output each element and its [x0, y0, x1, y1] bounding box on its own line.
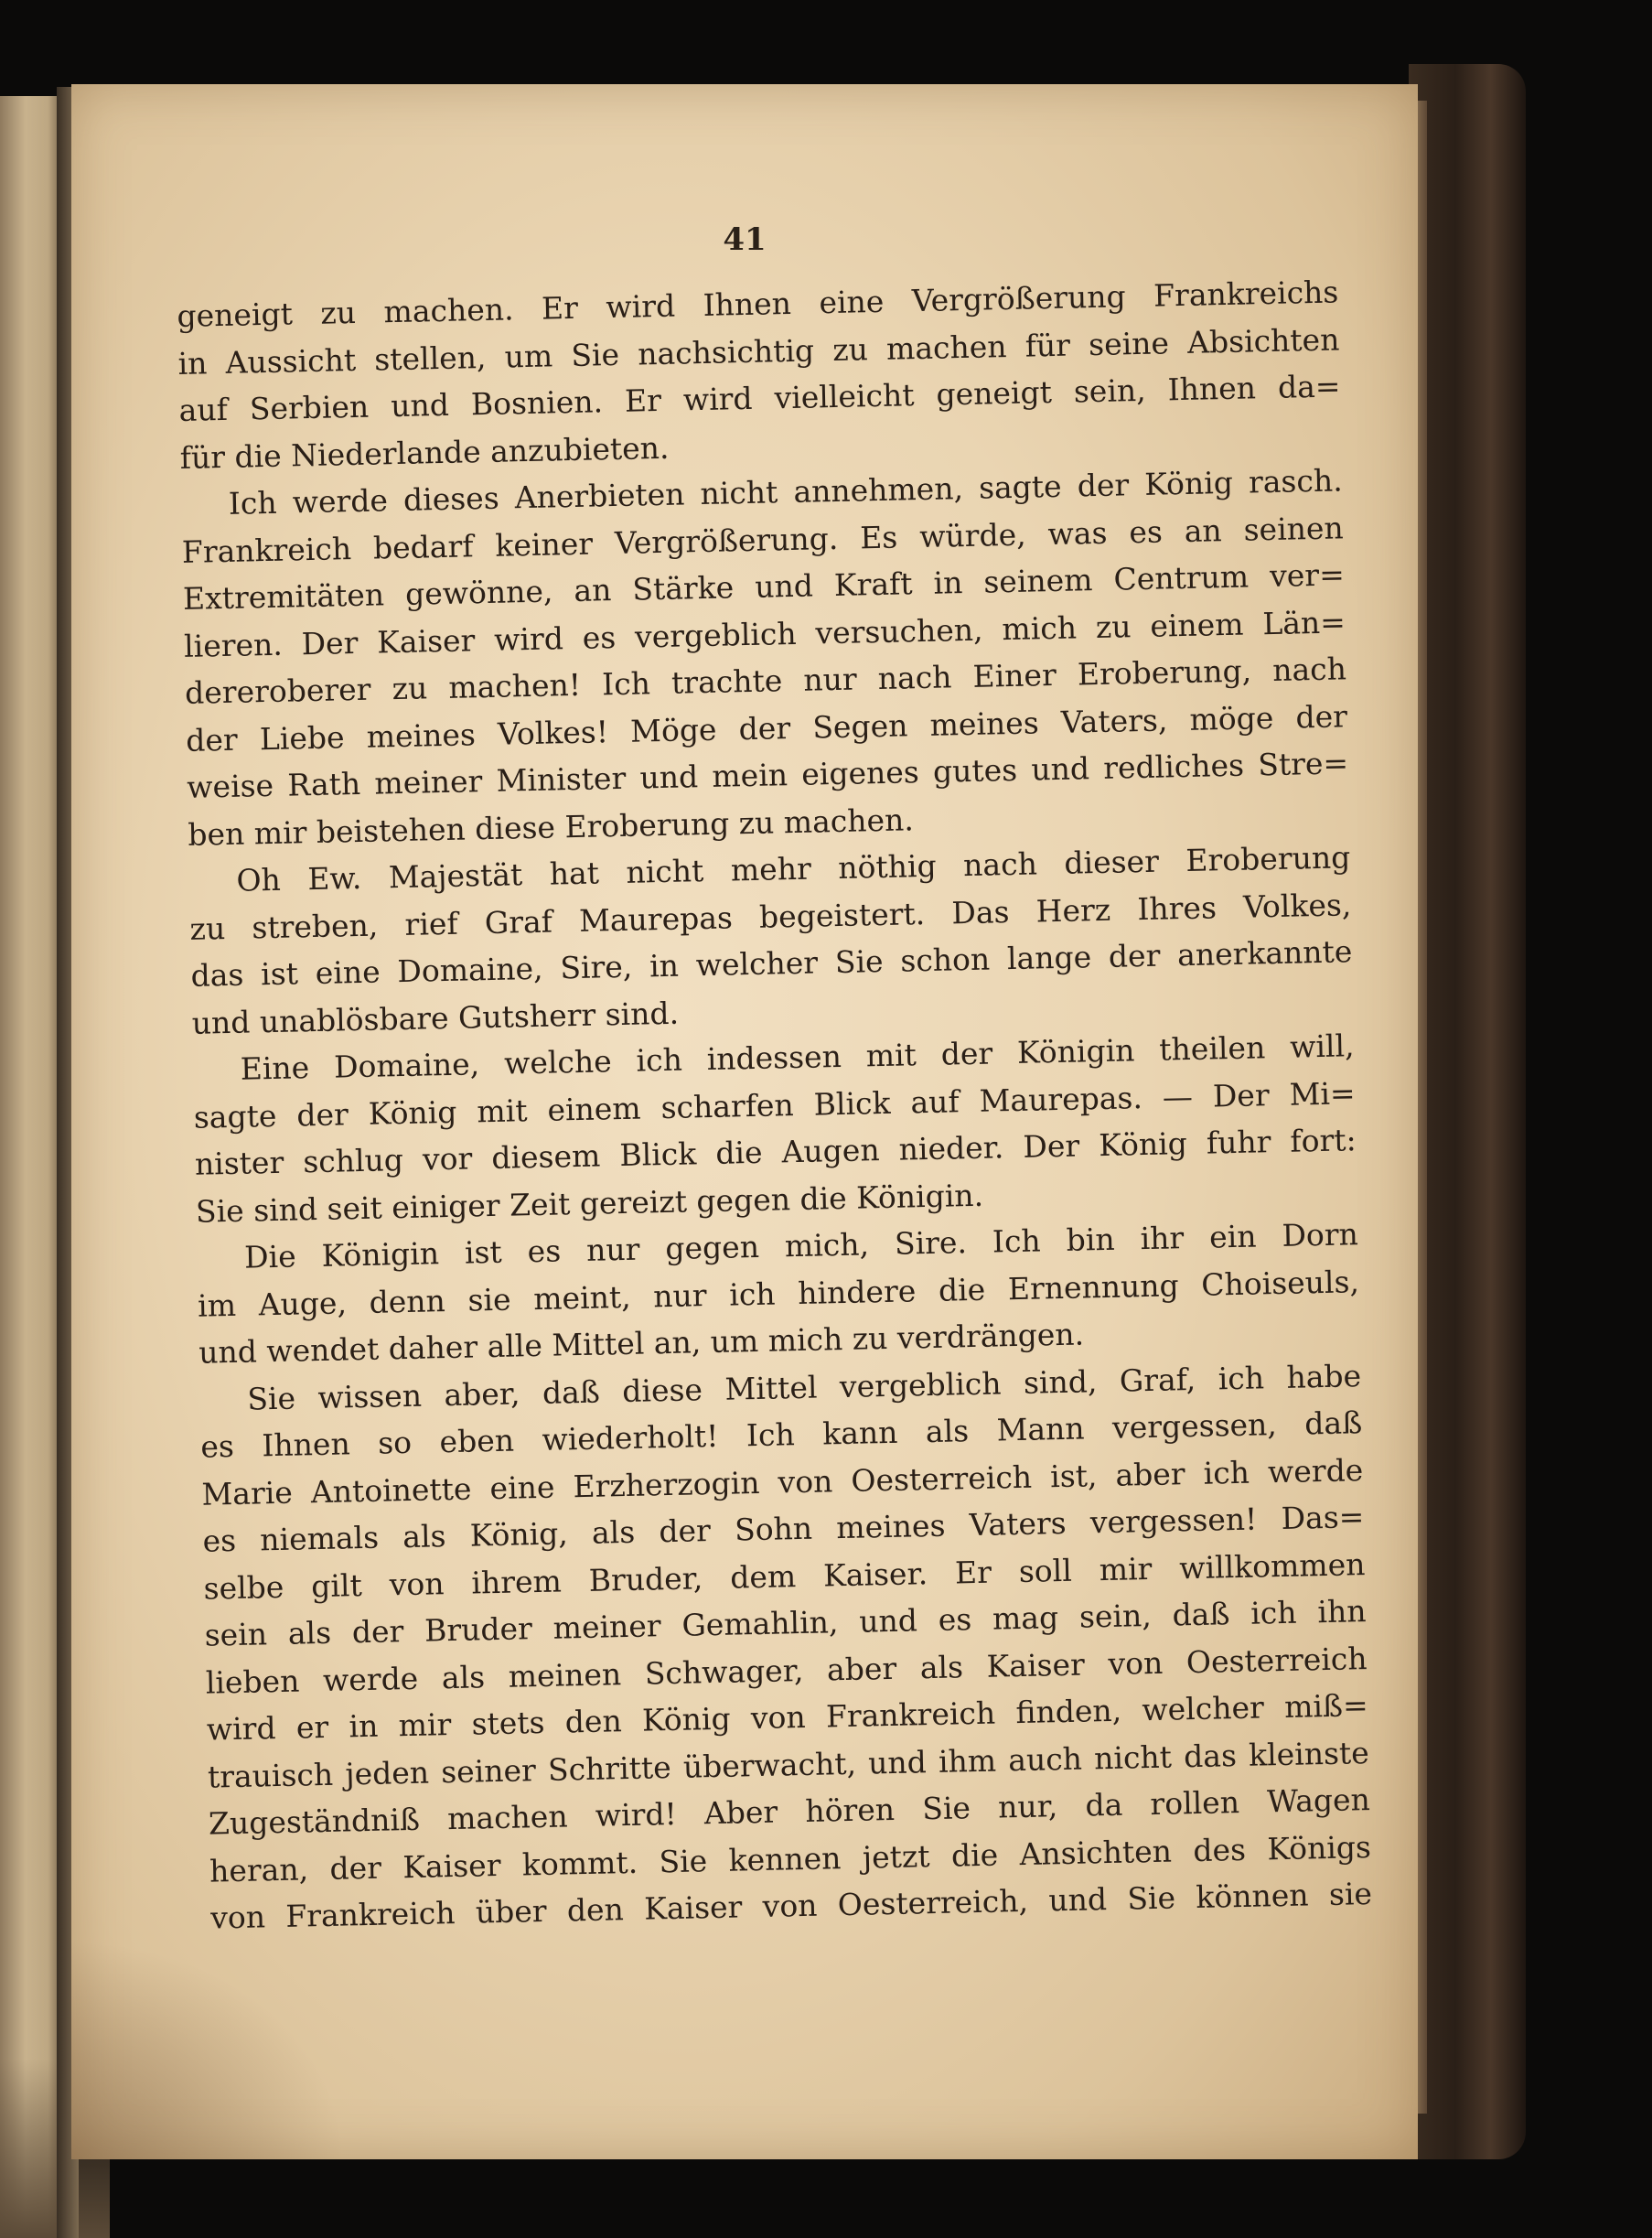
text-line: sein als der Bruder meiner Gemahlin, und es mag sein, daß ich ihn	[204, 1593, 1367, 1653]
text-line: heran, der Kaiser kommt. Sie kennen jetzt die Ansichten des Königs	[209, 1828, 1372, 1889]
text-line: lieben werde als meinen Schwager, aber als Kaiser von Oesterreich	[205, 1640, 1368, 1701]
text-line: Marie Antoinette eine Erzherzogin von Oesterreich ist, aber ich werde	[201, 1451, 1364, 1512]
text-line: Eine Domaine, welche ich indessen mit der Königin theilen will,	[240, 1028, 1355, 1087]
text-line: Sie wissen aber, daß diese Mittel vergeblich sind, Graf, ich habe	[246, 1357, 1362, 1417]
page-stain	[71, 1940, 346, 2159]
text-line: lieren. Der Kaiser wird es vergeblich versuchen, mich zu einem Län=	[183, 603, 1346, 664]
text-line: Oh Ew. Majestät hat nicht mehr nöthig nach dieser Eroberung	[236, 839, 1351, 898]
left-page-edge	[0, 96, 64, 2238]
text-line: auf Serbien und Bosnien. Er wird vielleicht geneigt sein, Ihnen da=	[178, 368, 1341, 428]
text-line: von Frankreich über den Kaiser von Oesterreich, und Sie können sie	[209, 1876, 1373, 1936]
text-line: trauisch jeden seiner Schritte überwacht, und ihm auch nicht das kleinste	[207, 1734, 1370, 1795]
text-line: und unablösbare Gutsherr sind.	[191, 995, 680, 1041]
text-line: sagte der König mit einem scharfen Blick auf Maurepas. — Der Mi=	[193, 1074, 1356, 1135]
book-page	[71, 84, 1418, 2159]
text-line: wird er in mir stets den König von Frankreich finden, welcher miß=	[206, 1687, 1369, 1748]
text-line: Frankreich bedarf keiner Vergrößerung. Es würde, was es an seinen	[181, 509, 1345, 570]
text-line: für die Niederlande anzubieten.	[179, 429, 670, 476]
text-line: in Aussicht stellen, um Sie nachsichtig zu machen für seine Absichten	[177, 320, 1340, 382]
page-number: 41	[723, 221, 767, 258]
text-line: zu streben, rief Graf Maurepas begeistert. Das Herz Ihres Volkes,	[189, 886, 1352, 947]
text-line: nister schlug vor diesem Blick die Augen nieder. Der König fuhr fort:	[194, 1122, 1357, 1182]
text-line: und wendet daher alle Mittel an, um mich zu verdrängen.	[198, 1316, 1085, 1371]
text-line: Ich werde dieses Anerbieten nicht annehmen, sagte der König rasch.	[228, 462, 1343, 522]
text-line: ben mir beistehen diese Eroberung zu machen.	[187, 801, 915, 853]
text-line: es Ihnen so eben wiederholt! Ich kann als Mann vergessen, daß	[200, 1404, 1363, 1465]
text-line: der Liebe meines Volkes! Möge der Segen meines Vaters, möge der	[185, 697, 1348, 759]
text-line: im Auge, denn sie meint, nur ich hindere die Ernennung Choiseuls,	[197, 1263, 1360, 1324]
text-line: Sie sind seit einiger Zeit gereizt gegen die Königin.	[195, 1177, 984, 1230]
text-line: Die Königin ist es nur gegen mich, Sire. Ich bin ihr ein Dorn	[243, 1216, 1359, 1275]
text-line: Zugeständniß machen wird! Aber hören Sie nur, da rollen Wagen	[208, 1781, 1371, 1842]
text-line: es niemals als König, als der Sohn meines Vaters vergessen! Das=	[202, 1499, 1365, 1559]
text-line: dereroberer zu machen! Ich trachte nur nach Einer Eroberung, nach	[184, 651, 1347, 711]
text-line: Extremitäten gewönne, an Stärke und Kraft in seinem Centrum ver=	[182, 556, 1346, 617]
body-text	[177, 268, 1372, 1942]
text-line: geneigt zu machen. Er wird Ihnen eine Vergrößerung Frankreichs	[177, 274, 1339, 334]
text-line: selbe gilt von ihrem Bruder, dem Kaiser. Er soll mir willkommen	[203, 1545, 1366, 1607]
text-line: das ist eine Domaine, Sire, in welcher Sie schon lange der anerkannte	[190, 933, 1353, 994]
text-line: weise Rath meiner Minister und mein eigenes gutes und redliches Stre=	[186, 745, 1349, 805]
